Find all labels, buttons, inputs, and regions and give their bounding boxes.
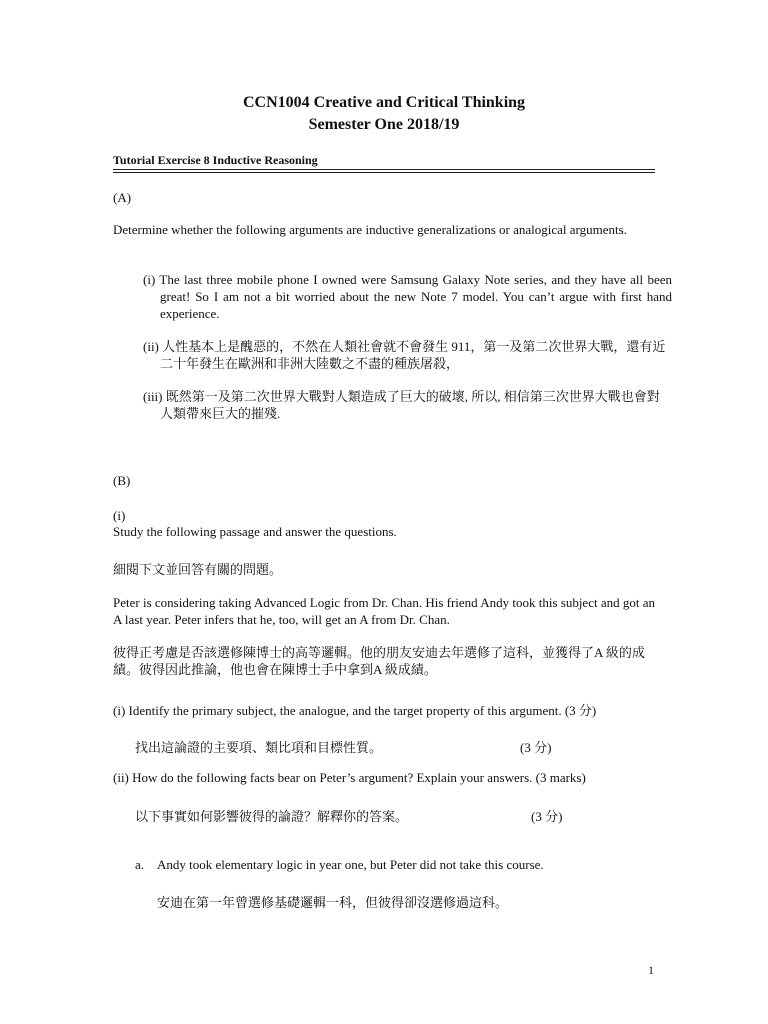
page-number: 1 xyxy=(648,963,654,977)
fact-a-label: a. xyxy=(135,857,145,872)
section-a-instruction: Determine whether the following arguments are inductive generalizations or analogical arguments. xyxy=(113,222,627,237)
question-2-en: (ii) How do the following facts bear on Peter’s argument? Explain your answers. (3 marks) xyxy=(113,770,586,785)
section-a-item-3: (iii) 既然第一及第二次世界大戰對人類造成了巨大的破壞, 所以, 相信第三次世界大戰也會對人類帶來巨大的摧殘. xyxy=(143,389,660,421)
course-title: CCN1004 Creative and Critical Thinking xyxy=(242,94,526,111)
exercise-title: Tutorial Exercise 8 Inductive Reasoning xyxy=(113,153,318,167)
section-b-label: (B) xyxy=(113,473,131,488)
fact-a-en: Andy took elementary logic in year one, but Peter did not take this course. xyxy=(157,857,544,872)
question-2-marks: (3 分) xyxy=(531,809,563,824)
section-b-sub-label: (i) xyxy=(113,508,126,523)
divider-bottom xyxy=(113,172,655,173)
question-1-zh: 找出這論證的主要項、類比項和目標性質。 xyxy=(135,740,383,755)
passage-zh: 彼得正考慮是否該選修陳博士的高等邏輯。他的朋友安迪去年選修了這科，並獲得了A 級的成績。彼得因此推論，他也會在陳博士手中拿到A 級成績。 xyxy=(113,645,645,677)
fact-a-zh: 安迪在第一年曾選修基礎邏輯一科，但彼得卻沒選修過這科。 xyxy=(157,895,509,910)
question-1-marks: (3 分) xyxy=(520,740,552,755)
passage-en: Peter is considering taking Advanced Logic from Dr. Chan. His friend Andy took this subject and got an A last year. Peter infers that he, too, will get an A from Dr. Chan. xyxy=(113,595,655,627)
divider-top xyxy=(113,169,655,170)
question-2-zh: 以下事實如何影響彼得的論證？解釋你的答案。 xyxy=(135,809,409,824)
question-1-en: (i) Identify the primary subject, the analogue, and the target property of this argument. (3 分) xyxy=(113,703,597,718)
semester-title: Semester One 2018/19 xyxy=(308,116,460,133)
section-a-label: (A) xyxy=(113,190,132,205)
section-a-item-2: (ii) 人性基本上是醜惡的，不然在人類社會就不會發生 911，第一及第二次世界大戰，還有近二十年發生在歐洲和非洲大陸數之不盡的種族屠殺， xyxy=(143,339,666,371)
section-b-instruction-en: Study the following passage and answer the questions. xyxy=(113,524,397,539)
section-a-item-1: (i) The last three mobile phone I owned were Samsung Galaxy Note series, and they have all been great! So I am not a bit worried about the new Note 7 model. You can’t argue with first hand experience. xyxy=(143,272,672,321)
section-b-instruction-zh: 細閱下文並回答有關的問題。 xyxy=(113,562,283,577)
